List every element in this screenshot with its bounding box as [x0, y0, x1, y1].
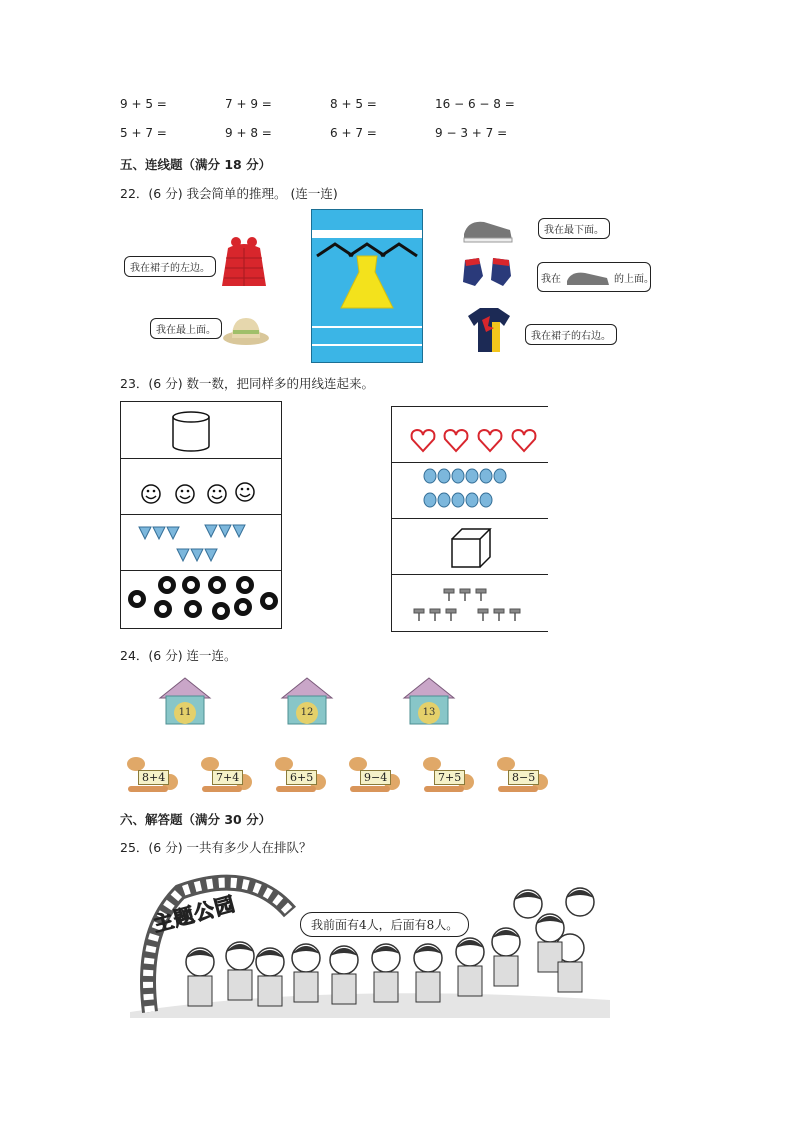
- question-prompt: 22．(6 分) 我会简单的推理。 (连一连): [120, 186, 338, 201]
- dog-expression: 8+4: [138, 770, 169, 785]
- equation: 7 + 9 =: [225, 97, 272, 111]
- socks-image: [461, 254, 519, 290]
- strawberry-cell: [121, 515, 281, 571]
- house-number: 13: [418, 702, 440, 724]
- dog: [494, 754, 550, 794]
- smiley-cell: [121, 459, 281, 515]
- speech-bubble: 我在裙子的右边。: [525, 324, 617, 345]
- house: [280, 676, 334, 726]
- section-heading: 六、解答题（满分 30 分）: [120, 812, 272, 827]
- dress-on-hangers-image: [313, 226, 419, 316]
- house-number: 12: [296, 702, 318, 724]
- question-prompt: 24．(6 分) 连一连。: [120, 648, 237, 663]
- theme-park-queue-image: [130, 872, 610, 1018]
- equation: 5 + 7 =: [120, 126, 167, 140]
- speech-bubble: [537, 262, 654, 292]
- equation: 8 + 5 =: [330, 97, 377, 111]
- hammer-cell: [392, 575, 548, 631]
- right-count-table: [391, 406, 548, 632]
- question-prompt: 25．(6 分) 一共有多少人在排队？: [120, 840, 312, 855]
- speech-bubble: 我在最上面。: [150, 318, 222, 339]
- balloon-cell: [392, 463, 548, 519]
- equation: 6 + 7 =: [330, 126, 377, 140]
- equation: 9 + 5 =: [120, 97, 167, 111]
- dog: [124, 754, 180, 794]
- equation: 9 − 3 + 7 =: [435, 126, 508, 140]
- strawberries-icon: [135, 521, 265, 565]
- small-sneakers-icon: [565, 267, 611, 287]
- dog-expression: 7+4: [212, 770, 243, 785]
- hearts-icon: [410, 427, 540, 453]
- question-prompt: 23．(6 分) 数一数，把同样多的用线连起来。: [120, 376, 375, 391]
- section-heading: 五、连线题（满分 18 分）: [120, 157, 272, 172]
- house: [158, 676, 212, 726]
- straw-hat-image: [222, 312, 270, 346]
- equation: 9 + 8 =: [225, 126, 272, 140]
- heart-cell: [392, 407, 548, 463]
- hammers-icon: [410, 583, 530, 625]
- balloons-icon: [420, 467, 510, 515]
- cube-icon: [448, 527, 494, 569]
- smiley-faces-icon: [139, 481, 259, 507]
- cube-cell: [392, 519, 548, 575]
- bubble-text: 的上面。: [614, 274, 654, 285]
- dog: [198, 754, 254, 794]
- equation: 16 − 6 − 8 =: [435, 97, 515, 111]
- speech-bubble: 我在裙子的左边。: [124, 256, 216, 277]
- sun-cell: [121, 571, 281, 628]
- dog-expression: 6+5: [286, 770, 317, 785]
- dog: [272, 754, 328, 794]
- tshirt-image: [466, 306, 512, 354]
- dog-expression: 8−5: [508, 770, 539, 785]
- park-sign: 主题公园: [150, 891, 239, 937]
- speech-bubble: 我在最下面。: [538, 218, 610, 239]
- suns-icon: [123, 573, 279, 625]
- cylinder-icon: [169, 410, 213, 452]
- dog-expression: 7+5: [434, 770, 465, 785]
- bubble-text: 我在: [541, 274, 561, 285]
- dog: [420, 754, 476, 794]
- red-jacket-image: [218, 234, 270, 290]
- dog: [346, 754, 402, 794]
- house-number: 11: [174, 702, 196, 724]
- left-count-table: [120, 401, 282, 629]
- sneakers-image: [462, 214, 514, 244]
- cylinder-cell: [121, 402, 281, 459]
- house: [402, 676, 456, 726]
- dog-expression: 9−4: [360, 770, 391, 785]
- speech-bubble: 我前面有4人，后面有8人。: [300, 912, 469, 937]
